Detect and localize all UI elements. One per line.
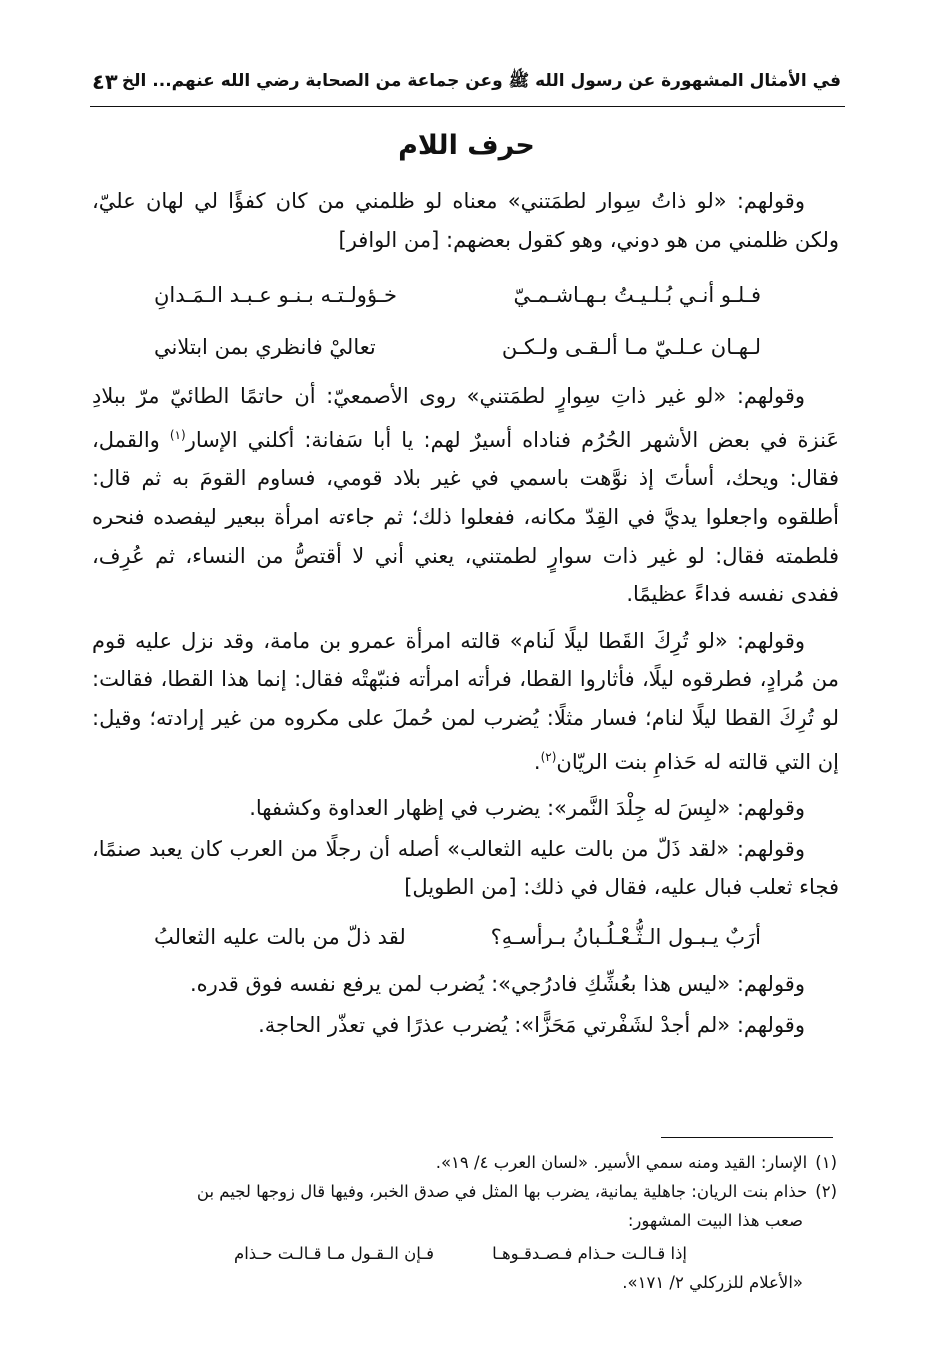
footnote-2-continuation: صعب هذا البيت المشهور: bbox=[627, 1211, 803, 1230]
paragraph-3-part-a: وقولهم: «لو تُرِكَ القَطا ليلًا لَنام» قالته امرأة عمرو بن مامة، وقد نزل عليه قوم من مُرادٍ، فطرقوه ليلًا، فأثاروا القطا، فرأته امرأته فنبّهتْه فقال: إنما هذا القطا، فقالت: لو تُرِكَ القطا ليلًا لنام؛ فسار مثلًا: يُضرب لمن حُملَ على مكروه من غير إرادته؛ وقيل: إن التي قالته له حَذامِ بنت الريّان bbox=[92, 628, 839, 774]
verse-3-second-hemistich: لقد ذلّ من بالت عليه الثعالبُ bbox=[154, 924, 406, 949]
verse-3 bbox=[154, 915, 761, 959]
paragraph-6: وقولهم: «ليس هذا بعُشِّكِ فادرُجي»: يُضرب لمن يرفع نفسه فوق قدره. bbox=[189, 971, 805, 996]
chapter-title: حرف اللام bbox=[398, 130, 535, 161]
footnote-ref-1: (١) bbox=[169, 427, 186, 442]
header-title: في الأمثال المشهورة عن رسول الله ﷺ وعن جماعة من الصحابة رضي الله عنهم... الخ bbox=[121, 70, 841, 91]
paragraph-5: وقولهم: «لقد ذَلّ من بالت عليه الثعالب» أصله أن رجلًا من العرب كان يعبد صنمًا، فجاء ثعلب فبال عليه، فقال في ذلك: [من الطويل] bbox=[92, 836, 839, 900]
footnotes bbox=[94, 1148, 837, 1297]
verse-2-second-hemistich: تعاليْ فانظري بمن ابتلاني bbox=[154, 335, 376, 360]
verse-1 bbox=[154, 273, 761, 317]
paragraph-3-part-b: . bbox=[533, 749, 541, 774]
footnote-2-verse bbox=[234, 1239, 687, 1268]
main-text bbox=[92, 182, 839, 1046]
verse-3-first-hemistich: أرَبٌ يـبـول الـثُّـعْـلُـبانُ بـرأسـهِ؟ bbox=[490, 924, 761, 949]
footnote-2-verse-second-hemistich: فـإن الـقـول مـا قـالـت حـذام bbox=[234, 1244, 434, 1263]
paragraph-2-part-b: والقمل، فقال: ويحك، أسأتَ إذ نوَّهت باسمي في غير بلاد قومي، فساوم القومَ به ثم قال: أطلقوه واجعلوا يديَّ في القِدّ مكانه، ففعلوا ذلك؛ ثم جاءته امرأة ببعير ليفصده فنحره فلطمته فقال: لو غير ذات سوارٍ لطمتني، يعني أني لا أقتصُّ من النساء، ثم عُرِف، ففدى نفسه فداءً عظيمًا. bbox=[92, 427, 839, 607]
paragraph-2 bbox=[92, 377, 839, 614]
footnote-2-source: «الأعلام للزركلي ٢/ ١٧١». bbox=[622, 1273, 803, 1292]
footnote-2-number: (٢) bbox=[815, 1182, 837, 1201]
verse-1-second-hemistich: خـؤولـتـه بـنـو عـبـد الـمَـدانِ bbox=[154, 283, 397, 308]
footnote-2 bbox=[94, 1177, 837, 1206]
page-number: ٤٣ bbox=[92, 70, 118, 94]
verse-2 bbox=[154, 325, 761, 369]
paragraph-3 bbox=[92, 622, 839, 781]
footnote-1-number: (١) bbox=[815, 1153, 837, 1172]
verse-1-first-hemistich: فـلـو أنـي بُـلـيـتُ بـهـاشـمـيّ bbox=[513, 283, 761, 308]
verse-2-first-hemistich: لـهـان عـلـيّ مـا ألـقـى ولـكـن bbox=[501, 335, 761, 360]
paragraph-4: وقولهم: «لبِسَ له جِلْدَ النَّمر»: يضرب في إظهار العداوة وكشفها. bbox=[249, 796, 805, 821]
paragraph-1: وقولهم: «لو ذاتُ سِوار لطمَتني» معناه لو ظلمني من كان كفؤًا لي لهان عليّ، ولكن ظلمني من هو دوني، وهو كقول بعضهم: [من الوافر] bbox=[92, 189, 839, 252]
footnote-1 bbox=[94, 1148, 837, 1177]
footnote-2-verse-first-hemistich: إذا قـالـت حـذام فـصـدقـوهـا bbox=[492, 1244, 687, 1263]
running-header bbox=[92, 62, 841, 102]
paragraph-7: وقولهم: «لم أجدْ لشَفْرتي مَحَزًّا»: يُضرب عذرًا في تعذّر الحاجة. bbox=[258, 1012, 805, 1037]
footnote-1-text: الإسار: القيد ومنه سمي الأسير. «لسان العرب ٤/ ١٩». bbox=[435, 1153, 808, 1172]
footnote-ref-2: (٢) bbox=[540, 749, 557, 764]
footnote-2-text: حذام بنت الريان: جاهلية يمانية، يضرب بها المثل في صدق الخبر، وفيها قال زوجها لجيم بن bbox=[196, 1182, 808, 1201]
header-rule bbox=[90, 106, 845, 107]
footnote-rule bbox=[661, 1137, 833, 1138]
paragraph-2-part-a: وقولهم: «لو غير ذاتِ سِوارٍ لطمَتني» روى الأصمعيّ: أن حاتمًا الطائيّ مرّ ببلادِ عَنزة في بعض الأشهر الحُرُم فناداه أسيرٌ لهم: يا أبا سَفانة: أكلني الإسار bbox=[92, 384, 839, 452]
